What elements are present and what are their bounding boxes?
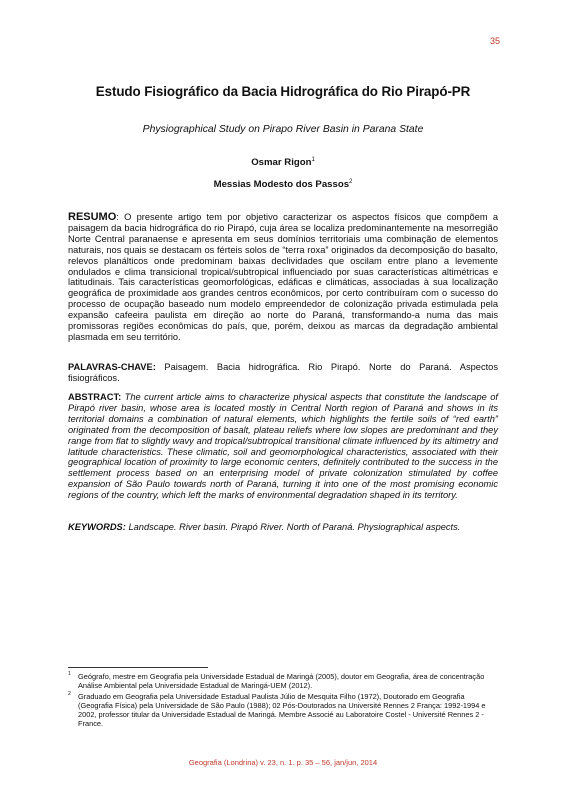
abstract-paragraph — [68, 392, 498, 501]
article-subtitle: Physiographical Study on Pirapo River Basin in Parana State — [142, 124, 424, 135]
keywords-label: KEYWORDS: — [68, 522, 126, 532]
author-1 — [0, 157, 566, 168]
author-name: Messias Modesto dos Passos — [213, 179, 350, 191]
author-2 — [0, 179, 566, 190]
palavras-chave-label: PALAVRAS-CHAVE: — [68, 362, 156, 372]
footnote-mark: 2 — [349, 179, 353, 185]
footnote-divider — [68, 667, 208, 668]
footnote-number: 2 — [68, 691, 71, 697]
footnote-1 — [68, 672, 498, 690]
palavras-chave-text: Paisagem. Bacia hidrográfica. Rio Pirapó. Norte do Paraná. Aspectos fisiográficos. — [68, 362, 498, 383]
keywords-text: Landscape. River basin. Pirapó River. North of Paraná. Physiographical aspects. — [125, 522, 461, 532]
abstract-text: The current article aims to characterize physical aspects that constitute the landscape of Pirapó river basin, whose area is located mostly in Central North region of Paraná and shows in its territorial domains a combination of natural elements, which highlights the fertile soils of “red earth” originated from the decomposition of basalt, plateau reliefs where low slopes are predominant and they range from flat to slightly wavy and tropical/subtropical transitional climate influenced by its altimetry and latitude characteristics. These climatic, soil and geomorphological characteristics, associated with their geographical location of proximity to large economic centers, definitely contributed to the success in the settlement process based on an enterprising model of private colonization stimulated by coffee expansion of São Paulo towards north of Paraná, turning it into one of the most promising economic regions of the country, which left the marks of environmental degradation shaped in its territory. — [68, 392, 498, 501]
footnote-mark: 1 — [311, 157, 315, 163]
journal-footer: Geografia (Londrina) v. 23, n. 1. p. 35 – 56, jan/jun, 2014 — [188, 758, 378, 767]
palavras-chave-paragraph — [68, 362, 498, 384]
author-name: Osmar Rigon — [251, 157, 312, 169]
footnote-text: Geógrafo, mestre em Geografia pela Universidade Estadual de Maringá (2005), doutor em Geografia, área de concentração Análise Ambiental pela Universidade Estadual de Maringá-UEM (2012). — [78, 672, 485, 691]
footnote-2 — [68, 692, 498, 728]
resumo-label: RESUMO — [68, 211, 117, 223]
resumo-text: : O presente artigo tem por objetivo caracterizar os aspectos físicos que compõem a paisagem da bacia hidrográfica do rio Pirapó, cuja área se localiza predominantemente na mesorregião Norte Central paranaense e apresenta em seus domínios territoriais uma combinação de elementos naturais, nos quais se destacam os férteis solos de “terra roxa” originados da decomposição do basalto, relevos planálticos onde predominam baixas declividades que oscilam entre plano a levemente ondulados e clima transicional tropical/subtropical influenciado por suas características altimétricas e latitudinais. Tais características geomorfológicas, edáficas e climáticas, associadas à sua localização geográfica de proximidade aos grandes centros econômicos, por certo contribuíram com o sucesso do processo de ocupação baseado num modelo empreendedor de colonização privada estimulada pela expansão cafeeira paulista em direção ao norte do Paraná, transformando-a numa das mais promissoras regiões econômicas do país, que, porém, deixou as marcas da degradação ambiental plasmada em seu território. — [68, 212, 498, 342]
article-title: Estudo Fisiográfico da Bacia Hidrográfica do Rio Pirapó-PR — [95, 84, 471, 99]
footnote-number: 1 — [68, 671, 71, 677]
abstract-label: ABSTRACT: — [68, 392, 122, 402]
resumo-paragraph — [68, 212, 498, 343]
footnote-text: Graduado em Geografia pela Universidade Estadual Paulista Júlio de Mesquita Filho (1972), Doutorado em Geografia (Geografia Física) pela Universidade de São Paulo (1988); 02 Pós-Doutorados na Université Rennes 2 França: 1992-1994 e 2002, professor titular da Universidade Estadual de Maringá. Membre Associé au Laboratoire Costel - Université Rennes 2 - France. — [78, 692, 486, 729]
keywords-paragraph — [68, 522, 498, 533]
page-number: 35 — [489, 36, 500, 46]
